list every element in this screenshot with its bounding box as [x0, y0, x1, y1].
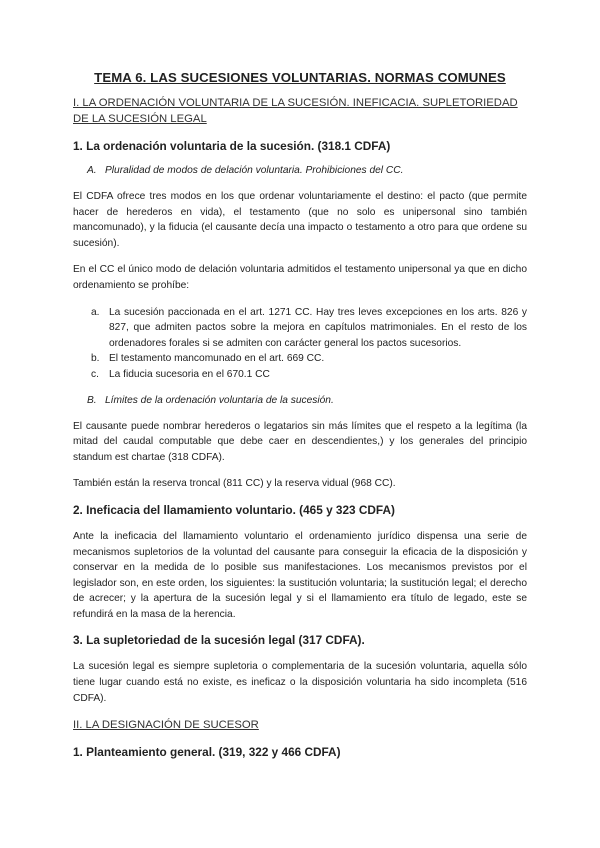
list-item	[73, 367, 527, 383]
list-item-marker: c.	[91, 368, 99, 380]
list-item-marker: a.	[91, 306, 100, 318]
list-item	[73, 305, 527, 352]
section-heading-1: I. LA ORDENACIÓN VOLUNTARIA DE LA SUCESIÓN. INEFICACIA. SUPLETORIEDAD DE LA SUCESIÓN LEGAL	[73, 97, 518, 125]
list-item-text: El testamento mancomunado en el art. 669 CC.	[109, 353, 325, 365]
paragraph-limites: El causante puede nombrar herederos o legatarios sin más límites que el respeto a la legítima (la mitad del caudal computable que debe caer en descendientes,) y los generales del principio standum est chartae (318 CDFA).	[73, 420, 527, 463]
subheading-a-text: Pluralidad de modos de delación voluntaria. Prohibiciones del CC.	[105, 165, 404, 176]
subheading-b-text: Límites de la ordenación voluntaria de la sucesión.	[105, 394, 334, 406]
paragraph-ineficacia: Ante la ineficacia del llamamiento voluntario el ordenamiento jurídico dispensa una serie de mecanismos supletorios de la voluntad del causante para conseguir la eficacia de la disposición y conservar en la medida de lo posible sus manifestaciones. Los mecanismos previstos por el legislador son, en este orden, los siguientes: la sustitución voluntaria; la sustitución legal; el derecho de acrecer; y la apertura de la sucesión legal y si el llamamiento era título de legado, este se refundirá en la masa de la herencia.	[73, 530, 527, 620]
paragraph-cdfa-modos: El CDFA ofrece tres modos en los que ordenar voluntariamente el destino: el pacto (que permite hacer de herederos en vida), el testamento (que no solo es unipersonal sino también mancomunado), y la fiducia (el causante decía una impacto o testamento a otro para que ordene su sucesión).	[73, 191, 527, 249]
heading-ordenacion-voluntaria: 1. La ordenación voluntaria de la sucesión. (318.1 CDFA)	[73, 139, 391, 153]
list-item	[73, 351, 527, 367]
heading-supletoriedad: 3. La supletoriedad de la sucesión legal (317 CDFA).	[73, 633, 365, 648]
subheading-a	[73, 165, 527, 176]
list-item-marker: b.	[91, 353, 100, 365]
heading-planteamiento: 1. Planteamiento general. (319, 322 y 466 CDFA)	[73, 745, 341, 760]
subheading-a-marker: A.	[87, 165, 97, 176]
prohibitions-list	[73, 305, 527, 383]
page-title: TEMA 6. LAS SUCESIONES VOLUNTARIAS. NORMAS COMUNES	[94, 70, 506, 85]
section-heading-2: II. LA DESIGNACIÓN DE SUCESOR	[73, 719, 259, 732]
paragraph-reservas: También están la reserva troncal (811 CC) y la reserva vidual (968 CC).	[73, 478, 396, 490]
list-item-text: La fiducia sucesoria en el 670.1 CC	[109, 368, 270, 380]
list-item-text: La sucesión paccionada en el art. 1271 CC. Hay tres leves excepciones en los arts. 826 y 827, que admiten pactos sobre la mejora en capítulos matrimoniales. En el resto de los ordenadores forales si se admiten con carácter general los pactos sucesorios.	[109, 306, 527, 349]
paragraph-supletoriedad: La sucesión legal es siempre supletoria o complementaria de la sucesión voluntaria, aquella sólo tiene lugar cuando está no existe, es ineficaz o la disposición voluntaria ha sido incompleta (516 CDFA).	[73, 661, 527, 704]
subheading-b-marker: B.	[87, 394, 97, 406]
heading-ineficacia: 2. Ineficacia del llamamiento voluntario. (465 y 323 CDFA)	[73, 502, 395, 517]
subheading-b	[73, 395, 527, 406]
paragraph-cc-prohibe: En el CC el único modo de delación voluntaria admitidos el testamento unipersonal ya que en dicho ordenamiento se prohíbe:	[73, 264, 527, 291]
